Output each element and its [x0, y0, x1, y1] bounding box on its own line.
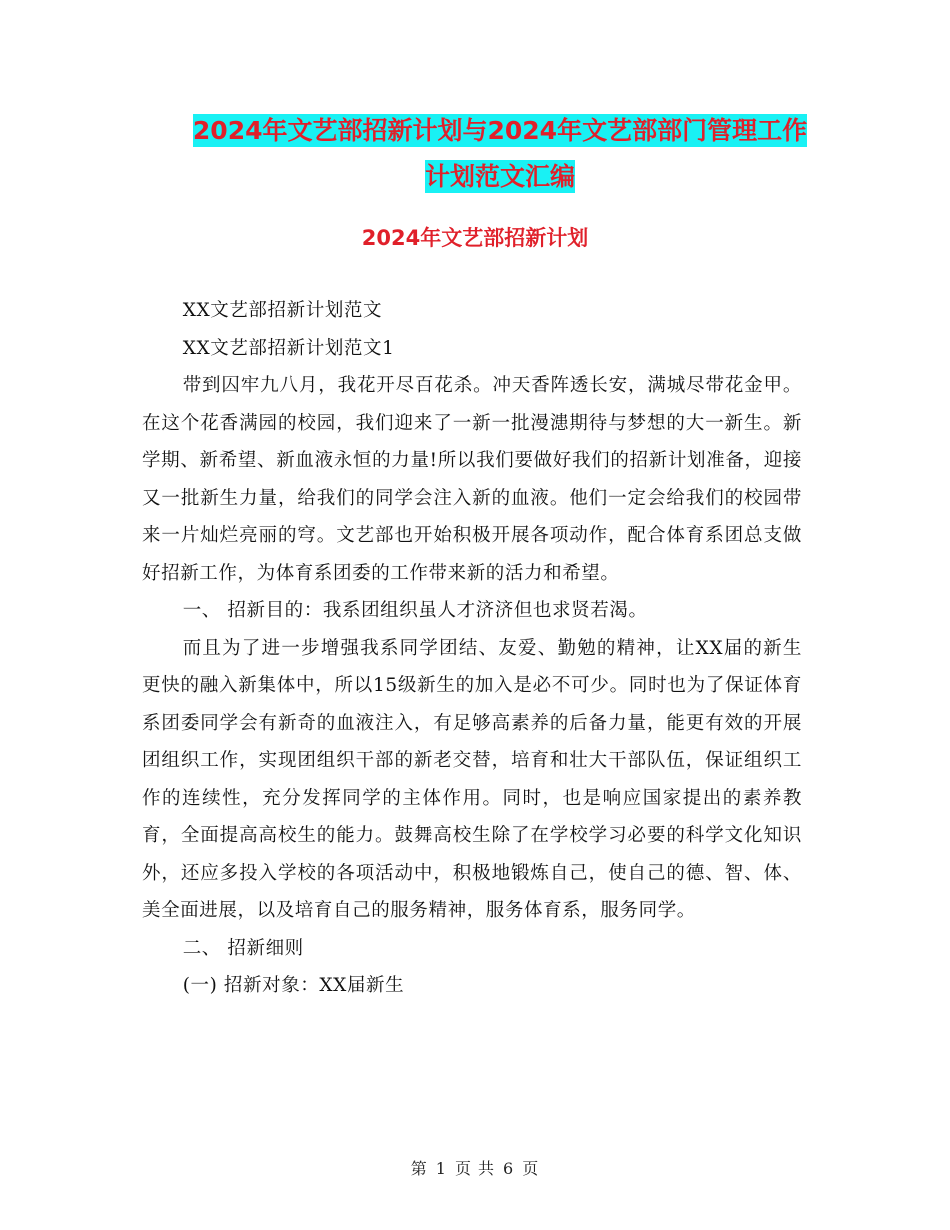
- paragraph: XX文艺部招新计划范文: [182, 300, 383, 321]
- footer-middle: 页 共: [454, 1159, 496, 1178]
- paragraph: 带到囚牢九八月，我花开尽百花杀。冲天香阵透长安，满城尽带花金甲。在这个花香满园的校园，我们迎来了一新一批漫漶期待与梦想的大一新生。新学期、新希望、新血液永恒的力量!所以我们要做好我们的招新计划准备，迎接又一批新生力量，给我们的同学会注入新的血液。他们一定会给我们的校园带来一片灿烂亮丽的穹。文艺部也开始积极开展各项动作，配合体育系团总支做好招新工作，为体育系团委的工作带来新的活力和希望。: [142, 375, 802, 584]
- title-line-1: 2024年文艺部招新计划与2024年文艺部部门管理工作: [192, 116, 808, 145]
- paragraph: 而且为了进一步增强我系同学团结、友爱、勤勉的精神，让XX届的新生更快的融入新集体中，所以15级新生的加入是必不可少。同时也为了保证体育系团委同学会有新奇的血液注入，有足够高素养的后备力量，能更有效的开展团组织工作，实现团组织干部的新老交替，培育和壮大干部队伍，保证组织工作的连续性，充分发挥同学的主体作用。同时，也是响应国家提出的素养教育，全面提高高校生的能力。鼓舞高校生除了在学校学习必要的科学文化知识外，还应多投入学校的各项活动中，积极地锻炼自己，使自己的德、智、体、美全面进展，以及培育自己的服务精神，服务体育系，服务同学。: [142, 637, 802, 921]
- section-title: 2024年文艺部招新计划: [361, 226, 589, 250]
- footer-total-pages: 6: [503, 1159, 515, 1178]
- footer-page-number: 1: [435, 1159, 447, 1178]
- footer-prefix: 第: [410, 1159, 428, 1178]
- document-title: [140, 108, 860, 200]
- footer-suffix: 页: [522, 1159, 540, 1178]
- paragraph: 二、 招新细则: [182, 937, 304, 959]
- page-footer: [0, 1156, 950, 1179]
- paragraph: 一、 招新目的：我系团组织虽人才济济但也求贤若渴。: [182, 600, 648, 621]
- paragraph: (一) 招新对象：XX届新生: [182, 975, 405, 996]
- body-text: [142, 292, 802, 1005]
- paragraph: XX文艺部招新计划范文1: [182, 337, 395, 359]
- title-line-2: 计划范文汇编: [424, 162, 575, 191]
